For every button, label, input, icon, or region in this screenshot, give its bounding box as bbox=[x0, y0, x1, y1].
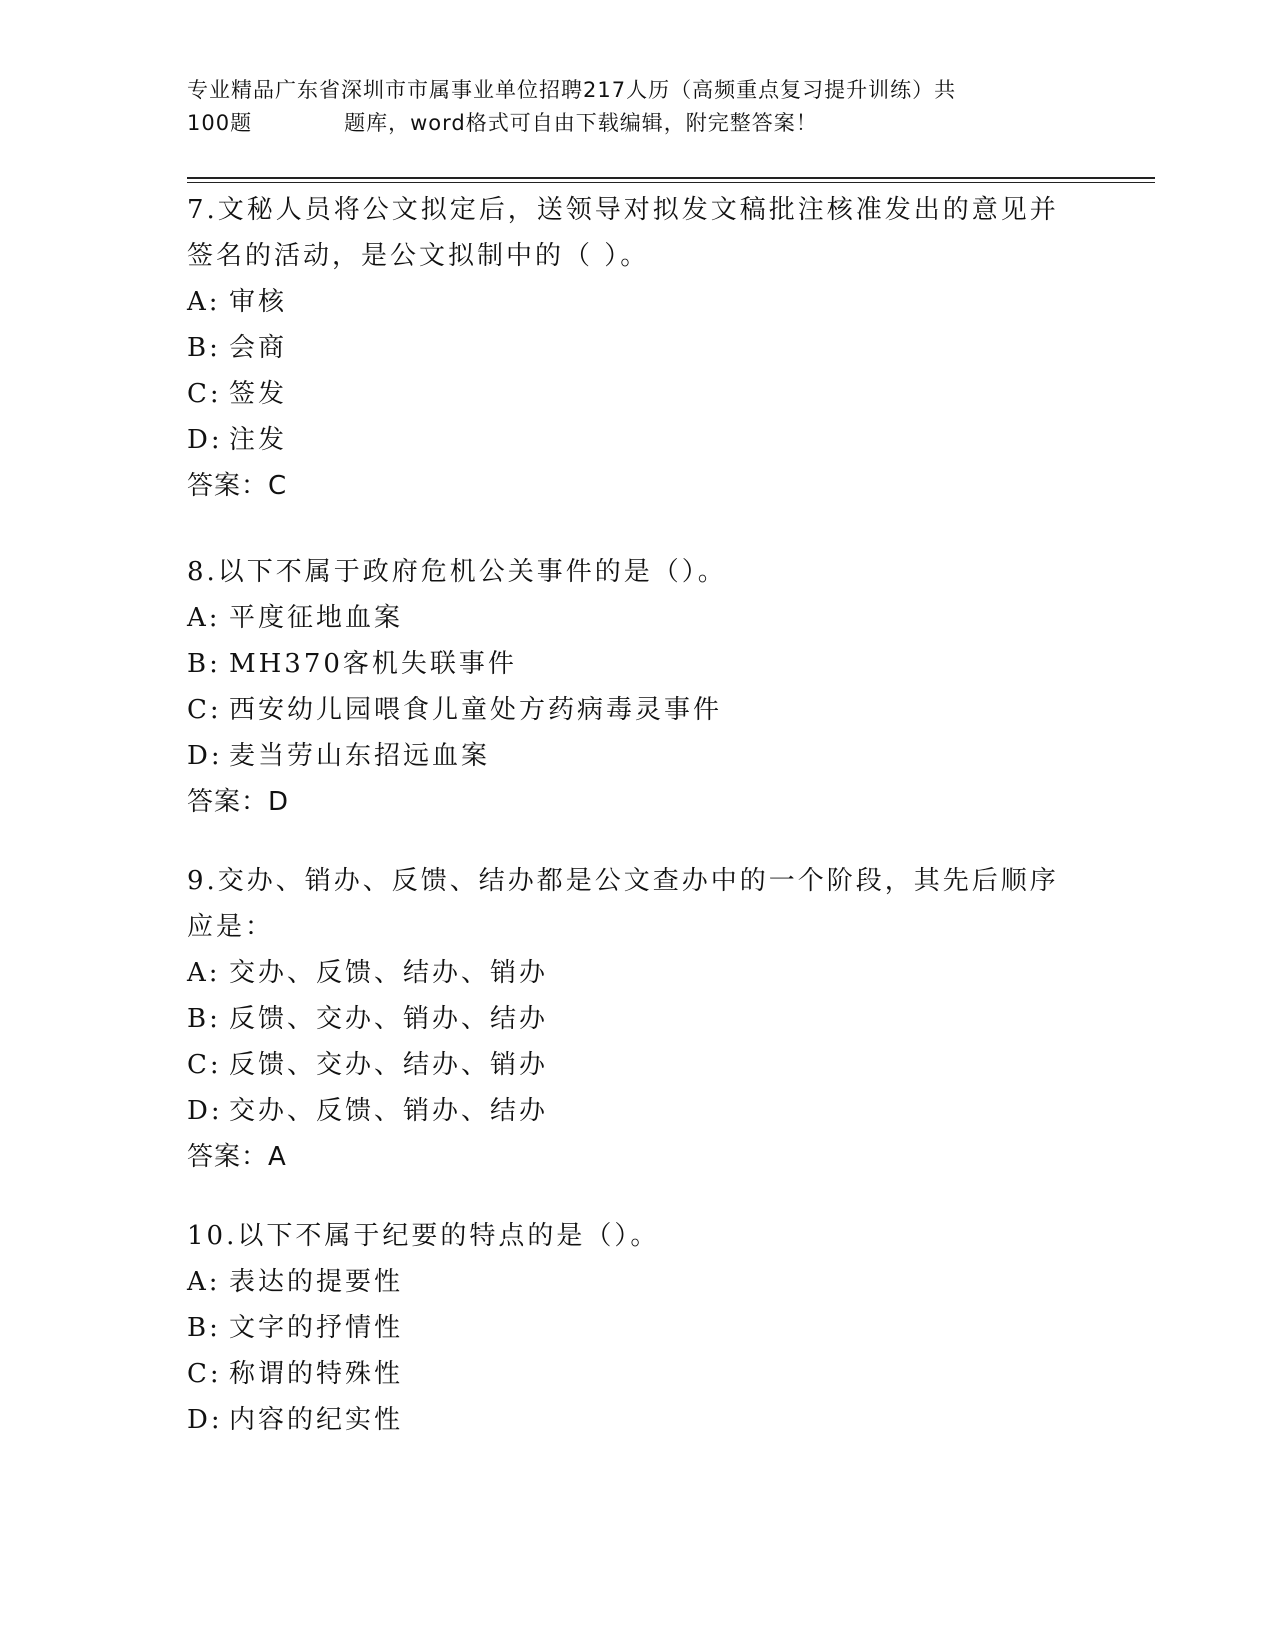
option-text: 注发 bbox=[229, 425, 288, 455]
option-key: C: bbox=[187, 1050, 222, 1080]
option-d bbox=[187, 733, 1087, 779]
option-c bbox=[187, 1351, 1087, 1397]
header-line-2 bbox=[187, 107, 1067, 140]
option-a bbox=[187, 595, 1087, 641]
header-line-1: 专业精品广东省深圳市市属事业单位招聘217人历（高频重点复习提升训练）共 bbox=[187, 78, 957, 102]
question-7 bbox=[187, 187, 1087, 509]
question-8 bbox=[187, 549, 1087, 825]
question-9 bbox=[187, 858, 1087, 1180]
answer: 答案：A bbox=[187, 1142, 287, 1172]
option-text: 称谓的特殊性 bbox=[229, 1359, 404, 1389]
option-key: D: bbox=[187, 1096, 223, 1126]
option-key: B: bbox=[187, 333, 221, 363]
question-stem: 9.交办、销办、反馈、结办都是公文查办中的一个阶段，其先后顺序 bbox=[187, 866, 1059, 896]
option-text: 签发 bbox=[229, 379, 288, 409]
option-text: 西安幼儿园喂食儿童处方药病毒灵事件 bbox=[229, 695, 723, 725]
option-d bbox=[187, 1397, 1087, 1443]
option-b bbox=[187, 996, 1087, 1042]
option-key: A: bbox=[187, 603, 221, 633]
option-d bbox=[187, 1088, 1087, 1134]
option-text: 内容的纪实性 bbox=[229, 1405, 404, 1435]
option-text: 表达的提要性 bbox=[229, 1267, 404, 1297]
option-key: C: bbox=[187, 379, 222, 409]
option-key: A: bbox=[187, 1267, 221, 1297]
option-a bbox=[187, 279, 1087, 325]
option-text: 交办、反馈、结办、销办 bbox=[229, 958, 549, 988]
option-text: 麦当劳山东招远血案 bbox=[229, 741, 491, 771]
option-key: D: bbox=[187, 1405, 223, 1435]
option-key: D: bbox=[187, 741, 223, 771]
option-key: C: bbox=[187, 1359, 222, 1389]
option-text: 审核 bbox=[229, 287, 288, 317]
answer: 答案：C bbox=[187, 471, 288, 501]
option-key: B: bbox=[187, 1313, 221, 1343]
option-key: C: bbox=[187, 695, 222, 725]
option-a bbox=[187, 1259, 1087, 1305]
header-divider-thin bbox=[187, 182, 1155, 183]
option-key: A: bbox=[187, 287, 221, 317]
option-text: 文字的抒情性 bbox=[229, 1313, 404, 1343]
question-stem-continued: 应是： bbox=[187, 912, 275, 942]
answer: 答案：D bbox=[187, 787, 290, 817]
option-text: 会商 bbox=[229, 333, 288, 363]
question-stem: 8.以下不属于政府危机公关事件的是（）。 bbox=[187, 557, 727, 587]
option-text: 反馈、交办、结办、销办 bbox=[229, 1050, 549, 1080]
option-text: 交办、反馈、销办、结办 bbox=[229, 1096, 549, 1126]
question-stem-continued: 签名的活动，是公文拟制中的（ ）。 bbox=[187, 241, 650, 271]
option-a bbox=[187, 950, 1087, 996]
option-key: B: bbox=[187, 1004, 221, 1034]
option-text: MH370客机失联事件 bbox=[229, 649, 517, 679]
option-b bbox=[187, 325, 1087, 371]
option-b bbox=[187, 1305, 1087, 1351]
question-10 bbox=[187, 1213, 1087, 1443]
option-b bbox=[187, 641, 1087, 687]
header-question-count: 100题 bbox=[187, 111, 253, 135]
question-stem: 7.文秘人员将公文拟定后，送领导对拟发文稿批注核准发出的意见并 bbox=[187, 195, 1059, 225]
option-c bbox=[187, 687, 1087, 733]
page-header bbox=[187, 74, 1067, 140]
option-d bbox=[187, 417, 1087, 463]
option-text: 平度征地血案 bbox=[229, 603, 404, 633]
option-key: B: bbox=[187, 649, 221, 679]
question-stem: 10.以下不属于纪要的特点的是（）。 bbox=[187, 1221, 660, 1251]
header-divider-thick bbox=[187, 177, 1155, 179]
option-c bbox=[187, 371, 1087, 417]
header-description: 题库，word格式可自由下载编辑，附完整答案！ bbox=[344, 111, 818, 135]
option-key: A: bbox=[187, 958, 221, 988]
option-key: D: bbox=[187, 425, 223, 455]
option-text: 反馈、交办、销办、结办 bbox=[229, 1004, 549, 1034]
option-c bbox=[187, 1042, 1087, 1088]
